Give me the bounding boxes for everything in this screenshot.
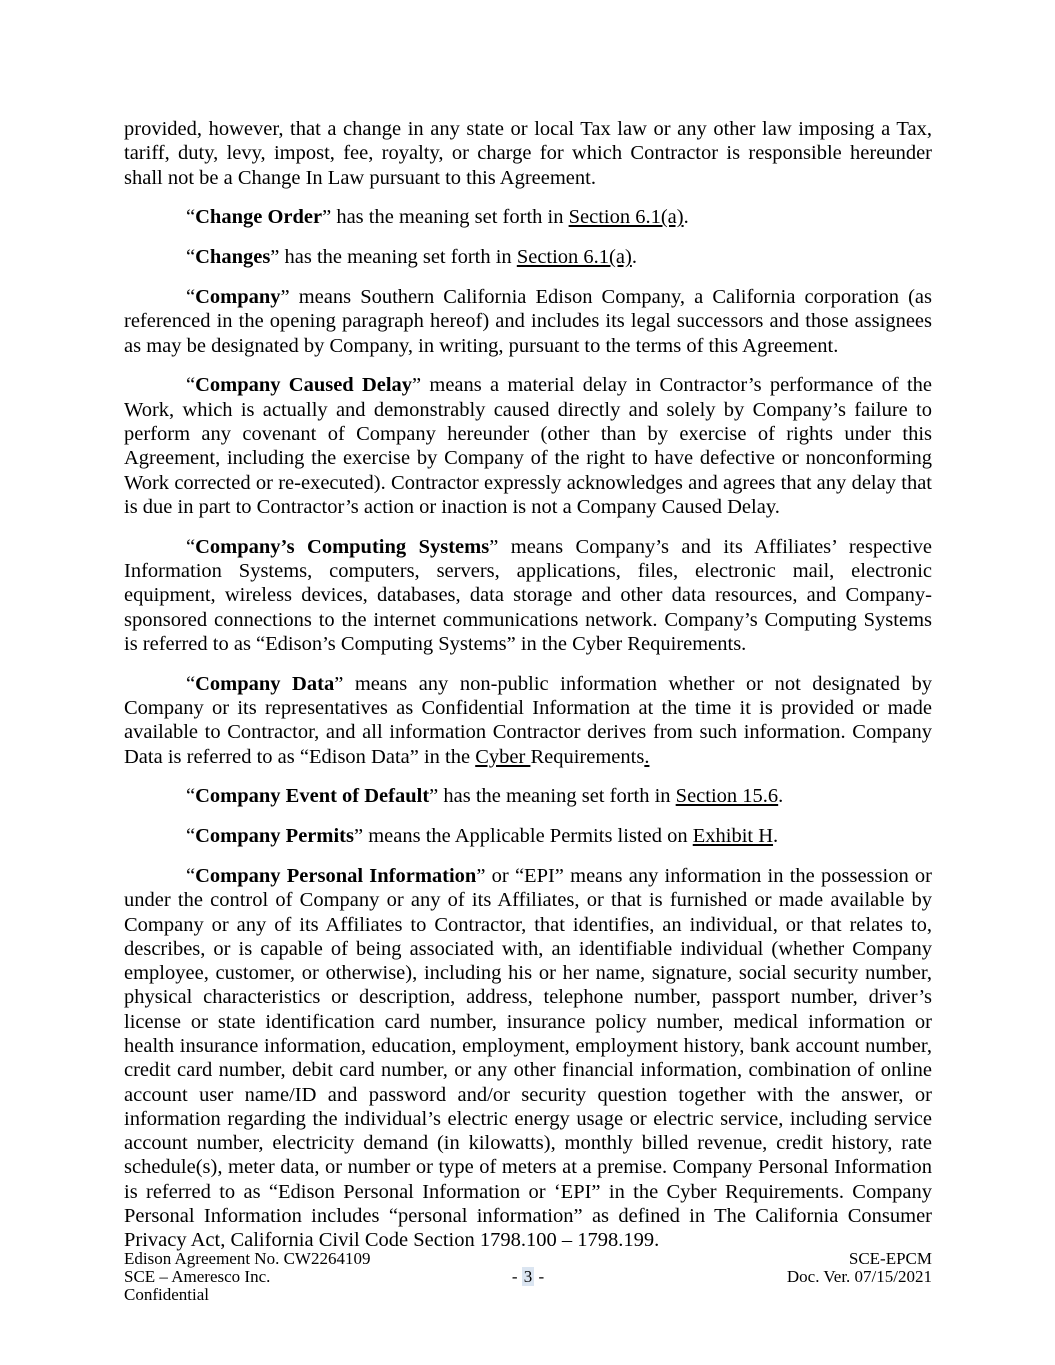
paragraph-definition-company-event-of-default [124,784,932,808]
defined-term: Company Data [195,672,335,695]
text-run: ” has the meaning set forth in [429,785,676,808]
cross-reference: Cyber [475,745,531,768]
footer-confidential-label: Confidential [124,1285,209,1304]
footer-right-block [787,1250,932,1286]
text-run: “ [186,785,196,808]
text-run: “ [186,825,196,848]
defined-term: Company Event of Default [195,785,430,808]
text-run: “ [186,374,196,397]
paragraph-definition-company-personal-information [124,864,932,1253]
paragraph-definition-change-order [124,205,932,229]
text-run: provided, however, that a change in any state or local Tax law or any other law imposing a Tax, tariff, duty, levy, impost, fee, royalty, or charge for which Contractor is responsible hereunder shall not be a Change In Law pursuant to this Agreement. [124,118,932,189]
text-run: ” has the meaning set forth in [270,246,517,269]
footer-agreement-number: Edison Agreement No. CW2264109 [124,1249,371,1268]
defined-term: Change Order [195,206,323,229]
text-run: “ [186,672,196,695]
text-run: ” means the Applicable Permits listed on [353,825,693,848]
page-number-prefix: - [511,1267,522,1286]
footer-parties: SCE – Ameresco Inc. [124,1267,271,1286]
paragraph-definition-companys-computing-systems [124,535,932,656]
paragraph-definition-company-data [124,672,932,769]
page-number-suffix: - [534,1267,545,1286]
text-run: . [631,246,637,269]
text-run: . [683,206,689,229]
defined-term: Company Caused Delay [195,374,413,397]
defined-term: Company Permits [195,825,354,848]
paragraph-tax-law-proviso [124,117,932,190]
text-run: . [773,825,779,848]
text-run: “ [186,206,196,229]
defined-term: Company Personal Information [195,864,477,887]
text-run: “ [186,864,196,887]
defined-term: Company [195,285,281,308]
text-run: ” has the meaning set forth in [322,206,569,229]
document-body [124,117,932,1253]
paragraph-definition-company-caused-delay [124,373,932,519]
cross-reference: . [644,745,650,768]
cross-reference: Section 15.6 [675,785,779,808]
paragraph-definition-company [124,285,932,358]
paragraph-definition-company-permits [124,824,932,848]
text-run: ” means Company’s and its Affiliates’ respective Information Systems, computers, servers, applications, files, electronic mail, electronic equipment, wireless devices, databases, data storage and other data resources, and Company-sponsored connections to the internet communications network. Company’s Computing Systems is referred to as “Edison’s Computing Systems” in the Cyber Requirements. [124,535,933,655]
text-run: ” or “EPI” means any information in the possession or under the control of Company or any of its Affiliates, or that is furnished or made available by Company or any of its Affiliates to Contractor, that identifies, an individual, or that relates to, describes, or is capable of being associated with, an identifiable individual (whether Company employee, customer, or otherwise), including his or her name, signature, social security number, physical characteristics or description, address, telephone number, passport number, driver’s license or state identification card number, insurance policy number, medical information or health insurance information, education, employment, employment history, bank account number, credit card number, debit card number, or any other financial information, combination of online account user name/ID and password and/or security question together with the answer, or information regarding the individual’s electric energy usage or electric service, including service account number, electricity demand (in kilowatts), monthly billed revenue, credit history, rate schedule(s), meter data, or number or type of meters at a premise. Company Personal Information is referred to as “Edison Personal Information or ‘EPI” in the Cyber Requirements. Company Personal Information includes “personal information” as defined in The California Consumer Privacy Act, California Civil Code Section 1798.100 – 1798.199. [124,864,932,1252]
text-run: . [778,785,784,808]
text-run: ” means Southern California Edison Company, a California corporation (as referenced in the opening paragraph hereof) and includes its legal successors and those assignees as may be designated by Company, in writing, pursuant to the terms of this Agreement. [124,285,932,357]
footer-doc-type: SCE-EPCM [848,1249,932,1268]
defined-term: Changes [195,246,271,269]
paragraph-definition-changes [124,245,932,269]
page-number-field: 3 [523,1267,533,1286]
footer-doc-version: Doc. Ver. 07/15/2021 [786,1267,932,1286]
cross-reference: Section 6.1(a) [568,206,684,229]
text-run: “ [186,535,196,558]
cross-reference: Section 6.1(a) [516,246,632,269]
text-run: “ [186,246,196,269]
defined-term: Company’s Computing Systems [195,535,490,558]
text-run: ” means any non-public information whether or not designated by Company or its representatives as Confidential Information at the time it is provided or made available to Contractor, and all information Contractor derives from such information. Company Data is referred to as “Edison Data” in the [124,672,932,768]
cross-reference: Exhibit H [692,825,774,848]
text-run: “ [186,285,196,308]
text-run: ” means a material delay in Contractor’s performance of the Work, which is actually and demonstrably caused directly and solely by Company’s failure to perform any covenant of Company hereunder (other than by exercise of rights under this Agreement, including the exercise by Company of the right to have defective or nonconforming Work corrected or re-executed). Contractor expressly acknowledges and agrees that any delay that is due in part to Contractor’s action or inaction is not a Company Caused Delay. [124,374,932,518]
text-run: Requirements [530,745,645,768]
